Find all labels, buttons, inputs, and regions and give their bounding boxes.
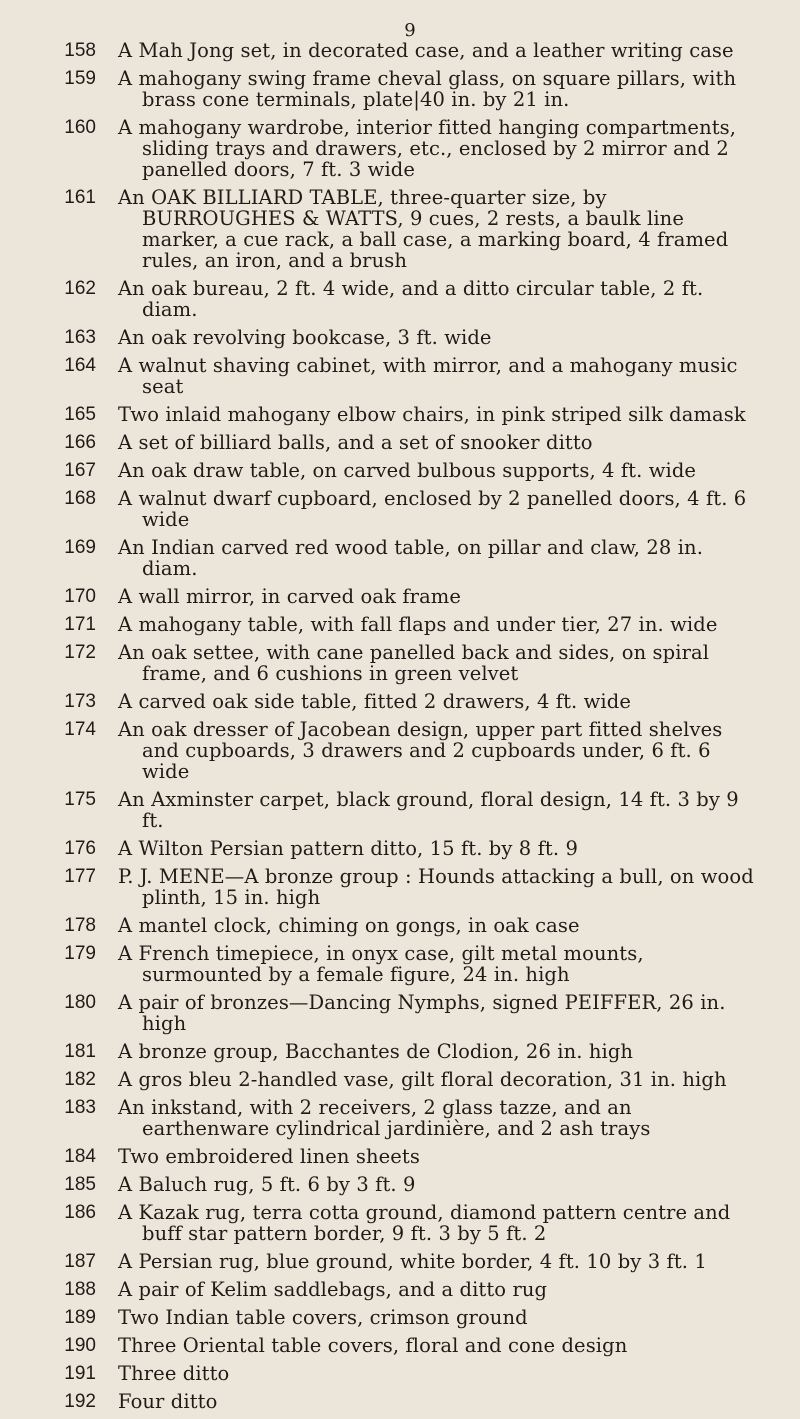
lot-number: 176 [64, 838, 96, 859]
lot-number: 190 [64, 1335, 96, 1356]
lot-number: 164 [64, 355, 96, 376]
lot-entry [0, 642, 800, 684]
lot-description: An Axminster carpet, black ground, floral design, 14 ft. 3 by 9 ft. [118, 788, 739, 832]
lot-description: Two inlaid mahogany elbow chairs, in pink striped silk damask [118, 403, 746, 426]
lot-number: 178 [64, 915, 96, 936]
lot-description: A pair of Kelim saddlebags, and a ditto rug [118, 1278, 548, 1301]
lot-number: 182 [64, 1069, 96, 1090]
lot-description: A mahogany swing frame cheval glass, on square pillars, with brass cone terminals, plate|40 in. by 21 in. [118, 67, 737, 111]
lot-description: A Persian rug, blue ground, white border, 4 ft. 10 by 3 ft. 1 [118, 1250, 707, 1273]
lot-description: A French timepiece, in onyx case, gilt metal mounts, surmounted by a female figure, 24 in. high [118, 942, 644, 986]
page-number: 9 [404, 20, 416, 41]
lot-entry [0, 1041, 800, 1062]
lot-description: A mahogany table, with fall flaps and under tier, 27 in. wide [118, 613, 718, 636]
lot-entry [0, 1202, 800, 1244]
lot-description: Three Oriental table covers, floral and cone design [118, 1334, 628, 1357]
lot-entry [0, 1097, 800, 1139]
lot-number: 175 [64, 789, 96, 810]
lot-number: 191 [64, 1363, 96, 1384]
lot-description: An Indian carved red wood table, on pillar and claw, 28 in. diam. [118, 536, 703, 580]
lot-description: An oak settee, with cane panelled back and sides, on spiral frame, and 6 cushions in green velvet [118, 641, 710, 685]
lot-entry [0, 1335, 800, 1356]
lot-entry [0, 1279, 800, 1300]
lot-description: An oak dresser of Jacobean design, upper part fitted shelves and cupboards, 3 drawers and 2 cupboards under, 6 ft. 6 wide [118, 718, 723, 783]
lot-number: 165 [64, 404, 96, 425]
lot-number: 181 [64, 1041, 96, 1062]
lot-number: 184 [64, 1146, 96, 1167]
lot-number: 160 [64, 117, 96, 138]
lot-entry [0, 1391, 800, 1412]
lot-number: 186 [64, 1202, 96, 1223]
lot-description: A carved oak side table, fitted 2 drawers, 4 ft. wide [118, 690, 631, 713]
lot-number: 166 [64, 432, 96, 453]
lot-description: An inkstand, with 2 receivers, 2 glass tazze, and an earthenware cylindrical jardinière, and 2 ash trays [118, 1096, 651, 1140]
lot-description: An oak bureau, 2 ft. 4 wide, and a ditto circular table, 2 ft. diam. [118, 277, 704, 321]
lot-description: Four ditto [118, 1390, 218, 1413]
lot-description: A Kazak rug, terra cotta ground, diamond pattern centre and buff star pattern border, 9 ft. 3 by 5 ft. 2 [118, 1201, 731, 1245]
lot-number: 174 [64, 719, 96, 740]
lot-description: A Baluch rug, 5 ft. 6 by 3 ft. 9 [118, 1173, 416, 1196]
lot-entry [0, 1174, 800, 1195]
lot-description: A Mah Jong set, in decorated case, and a leather writing case [118, 39, 734, 62]
lot-description: Two embroidered linen sheets [118, 1145, 420, 1168]
lot-description: Two Indian table covers, crimson ground [118, 1306, 528, 1329]
lot-entry [0, 789, 800, 831]
lot-number: 183 [64, 1097, 96, 1118]
lot-entry [0, 1307, 800, 1328]
lot-number: 192 [64, 1391, 96, 1412]
lot-number: 159 [64, 68, 96, 89]
lot-description: A walnut shaving cabinet, with mirror, and a mahogany music seat [118, 354, 738, 398]
lot-number: 168 [64, 488, 96, 509]
lot-entry [0, 432, 800, 453]
lot-entry [0, 404, 800, 425]
lot-number: 167 [64, 460, 96, 481]
lot-description: An oak revolving bookcase, 3 ft. wide [118, 326, 492, 349]
lot-description: A walnut dwarf cupboard, enclosed by 2 panelled doors, 4 ft. 6 wide [118, 487, 747, 531]
lot-description: A set of billiard balls, and a set of snooker ditto [118, 431, 593, 454]
lot-description: P. J. MENE—A bronze group : Hounds attacking a bull, on wood plinth, 15 in. high [118, 865, 754, 909]
lot-number: 171 [64, 614, 96, 635]
lot-entry [0, 68, 800, 110]
lot-entry [0, 614, 800, 635]
lot-entry [0, 40, 800, 61]
lot-entry [0, 460, 800, 481]
lot-number: 170 [64, 586, 96, 607]
lot-description: A mahogany wardrobe, interior fitted hanging compartments, sliding trays and drawers, etc., enclosed by 2 mirror and 2 panelled doors, 7 ft. 3 wide [118, 116, 737, 181]
lot-number: 187 [64, 1251, 96, 1272]
lot-list [0, 40, 800, 1419]
lot-description: A wall mirror, in carved oak frame [118, 585, 462, 608]
lot-entry [0, 992, 800, 1034]
lot-number: 161 [64, 187, 96, 208]
lot-entry [0, 537, 800, 579]
lot-entry [0, 719, 800, 782]
lot-entry [0, 838, 800, 859]
lot-entry [0, 1146, 800, 1167]
lot-description: A mantel clock, chiming on gongs, in oak case [118, 914, 580, 937]
lot-entry [0, 866, 800, 908]
lot-entry [0, 1363, 800, 1384]
lot-entry [0, 691, 800, 712]
lot-number: 179 [64, 943, 96, 964]
lot-description: An oak draw table, on carved bulbous supports, 4 ft. wide [118, 459, 697, 482]
lot-entry [0, 117, 800, 180]
lot-number: 172 [64, 642, 96, 663]
lot-entry [0, 1251, 800, 1272]
lot-description: An OAK BILLIARD TABLE, three-quarter size, by BURROUGHES & WATTS, 9 cues, 2 rests, a baulk line marker, a cue rack, a ball case, a marking board, 4 framed rules, an iron, and a brush [118, 186, 729, 272]
lot-description: A gros bleu 2-handled vase, gilt floral decoration, 31 in. high [118, 1068, 727, 1091]
lot-description: A pair of bronzes—Dancing Nymphs, signed PEIFFER, 26 in. high [118, 991, 726, 1035]
lot-number: 188 [64, 1279, 96, 1300]
lot-number: 180 [64, 992, 96, 1013]
lot-entry [0, 355, 800, 397]
lot-entry [0, 915, 800, 936]
lot-number: 189 [64, 1307, 96, 1328]
lot-number: 185 [64, 1174, 96, 1195]
lot-description: Three ditto [118, 1362, 230, 1385]
lot-number: 162 [64, 278, 96, 299]
lot-number: 163 [64, 327, 96, 348]
lot-number: 169 [64, 537, 96, 558]
lot-description: A Wilton Persian pattern ditto, 15 ft. by 8 ft. 9 [118, 837, 578, 860]
lot-entry [0, 1069, 800, 1090]
lot-entry [0, 187, 800, 271]
lot-number: 177 [64, 866, 96, 887]
lot-entry [0, 586, 800, 607]
lot-entry [0, 488, 800, 530]
lot-description: A bronze group, Bacchantes de Clodion, 26 in. high [118, 1040, 634, 1063]
lot-number: 173 [64, 691, 96, 712]
lot-number: 158 [64, 40, 96, 61]
lot-entry [0, 327, 800, 348]
lot-entry [0, 943, 800, 985]
lot-entry [0, 278, 800, 320]
